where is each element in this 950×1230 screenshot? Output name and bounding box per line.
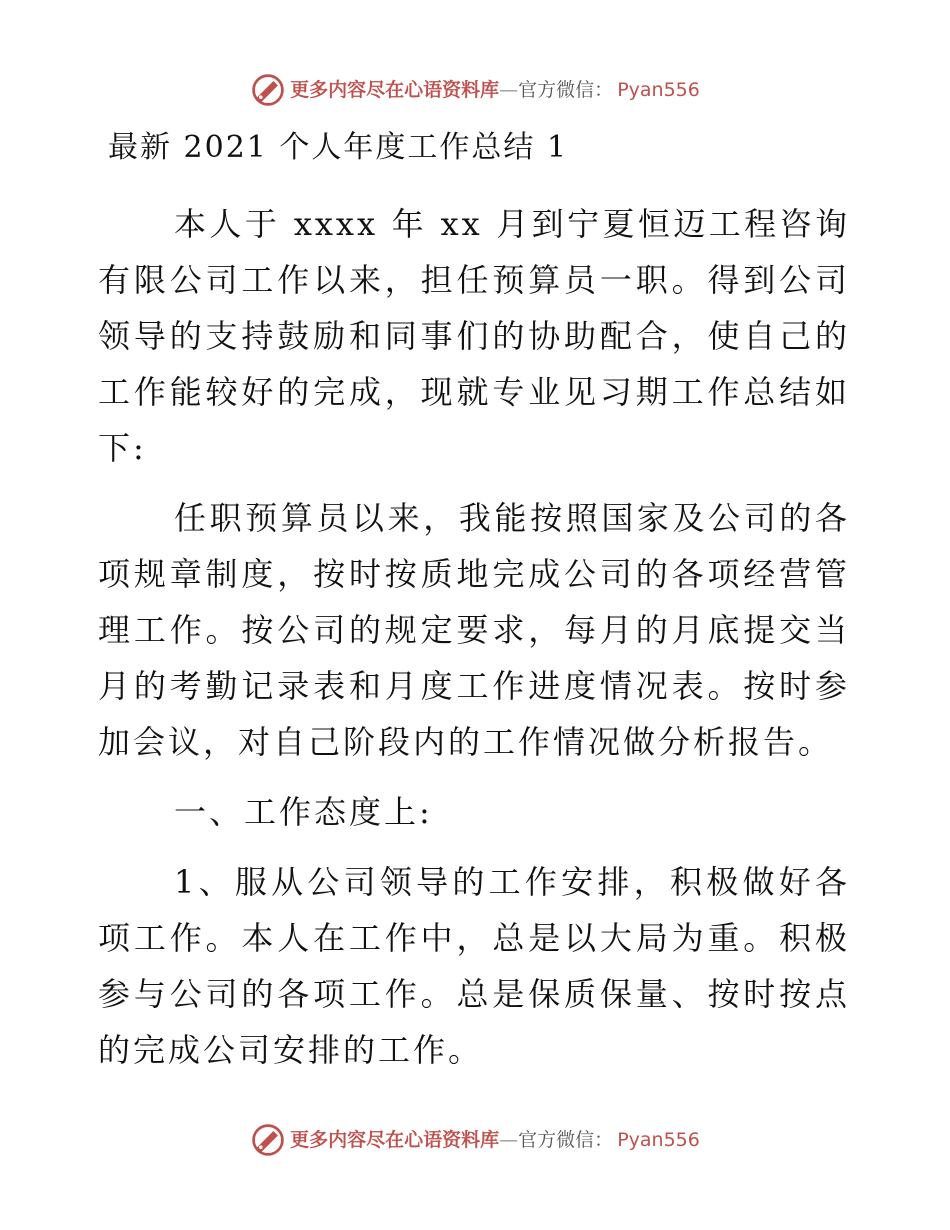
wechat-id: Pyan556: [617, 79, 700, 101]
document-body: [98, 196, 850, 1078]
section-heading: 一、工作态度上:: [174, 793, 433, 831]
footer-banner[interactable]: [0, 1120, 950, 1160]
banner-text: 更多内容尽在心语资料库: [290, 79, 500, 101]
document-title: 最新 2021 个人年度工作总结 1: [108, 130, 569, 165]
paragraph: 任职预算员以来，我能按照国家及公司的各项规章制度，按时按质地完成公司的各项经营管理工作。按公司的规定要求，每月的月底提交当月的考勤记录表和月度工作进度情况表。按时参加会议，对自己阶段内的工作情况做分析报告。: [98, 499, 850, 761]
banner-dash: —: [499, 1129, 519, 1151]
pen-nib-logo-icon: [250, 1122, 286, 1158]
banner-dash: —: [499, 79, 519, 101]
paragraph: 本人于 xxxx 年 xx 月到宁夏恒迈工程咨询有限公司工作以来，担任预算员一职。得到公司领导的支持鼓励和同事们的协助配合，使自己的工作能较好的完成，现就专业见习期工作总结如下:: [98, 205, 850, 467]
paragraph: 1、服从公司领导的工作安排，积极做好各项工作。本人在工作中，总是以大局为重。积极参与公司的各项工作。总是保质保量、按时按点的完成公司安排的工作。: [98, 863, 850, 1069]
banner-text: 更多内容尽在心语资料库: [290, 1129, 500, 1151]
wechat-id: Pyan556: [617, 1129, 700, 1151]
wechat-label: 官方微信：: [518, 1129, 614, 1151]
wechat-label: 官方微信：: [518, 79, 614, 101]
header-banner[interactable]: [0, 70, 950, 110]
pen-nib-logo-icon: [250, 72, 286, 108]
